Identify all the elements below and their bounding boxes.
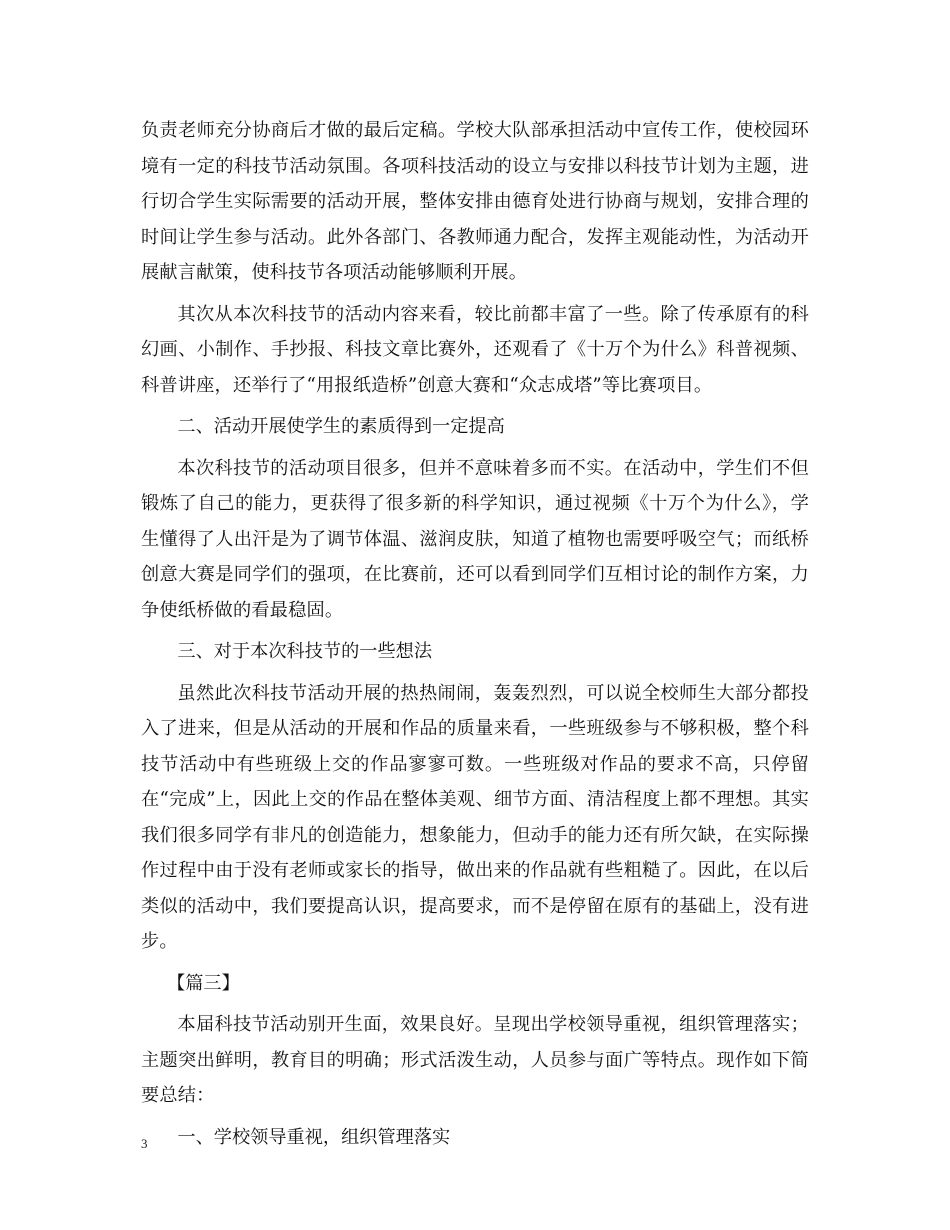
paragraph-activity-content: 其次从本次科技节的活动内容来看，较比前都丰富了一些。除了传承原有的科幻画、小制作、手抄报、科技文章比赛外，还观看了《十万个为什么》科普视频、科普讲座，还举行了“用报纸造桥”创意大赛和“众志成塔”等比赛项目。: [141, 303, 809, 396]
paragraph-summary-intro: 本届科技节活动别开生面，效果良好。呈现出学校领导重视，组织管理落实；主题突出鲜明，教育目的明确；形式活泼生动，人员参与面广等特点。现作如下简要总结：: [141, 1014, 809, 1106]
heading-thoughts: 三、对于本次科技节的一些想法: [177, 641, 433, 662]
paragraph-continuation: 负责老师充分协商后才做的最后定稿。学校大队部承担活动中宣传工作，使校园环境有一定的科技节活动氛围。各项科技活动的设立与安排以科技节计划为主题，进行切合学生实际需要的活动开展，整体安排由德育处进行协商与规划，安排合理的时间让学生参与活动。此外各部门、各教师通力配合，发挥主观能动性，为活动开展献言献策，使科技节各项活动能够顺利开展。: [141, 120, 809, 283]
paragraph-activity-projects: 本次科技节的活动项目很多，但并不意味着多而不实。在活动中，学生们不但锻炼了自己的能力，更获得了很多新的科学知识，通过视频《十万个为什么》，学生懂得了人出汗是为了调节体温、滋润皮肤，知道了植物也需要呼吸空气；而纸桥创意大赛是同学们的强项，在比赛前，还可以看到同学们互相讨论的制作方案，力争使纸桥做的看最稳固。: [141, 457, 809, 621]
paragraph-reflection: 虽然此次科技节活动开展的热热闹闹，轰轰烈烈，可以说全校师生大部分都投入了进来，但是从活动的开展和作品的质量来看，一些班级参与不够积极，整个科技节活动中有些班级上交的作品寥寥可数。一些班级对作品的要求不高，只停留在“完成”上，因此上交的作品在整体美观、细节方面、清洁程度上都不理想。其实我们很多同学有非凡的创造能力，想象能力，但动手的能力还有所欠缺，在实际操作过程中由于没有老师或家长的指导，做出来的作品就有些粗糙了。因此，在以后类似的活动中，我们要提高认识，提高要求，而不是停留在原有的基础上，没有进步。: [141, 682, 809, 952]
heading-student-quality: 二、活动开展使学生的素质得到一定提高: [177, 416, 505, 437]
page-number: 3: [141, 1136, 148, 1151]
document-body: [141, 113, 809, 1155]
section-marker-part-three: 【篇三】: [167, 972, 240, 994]
heading-leadership: 一、学校领导重视，组织管理落实: [177, 1126, 451, 1148]
